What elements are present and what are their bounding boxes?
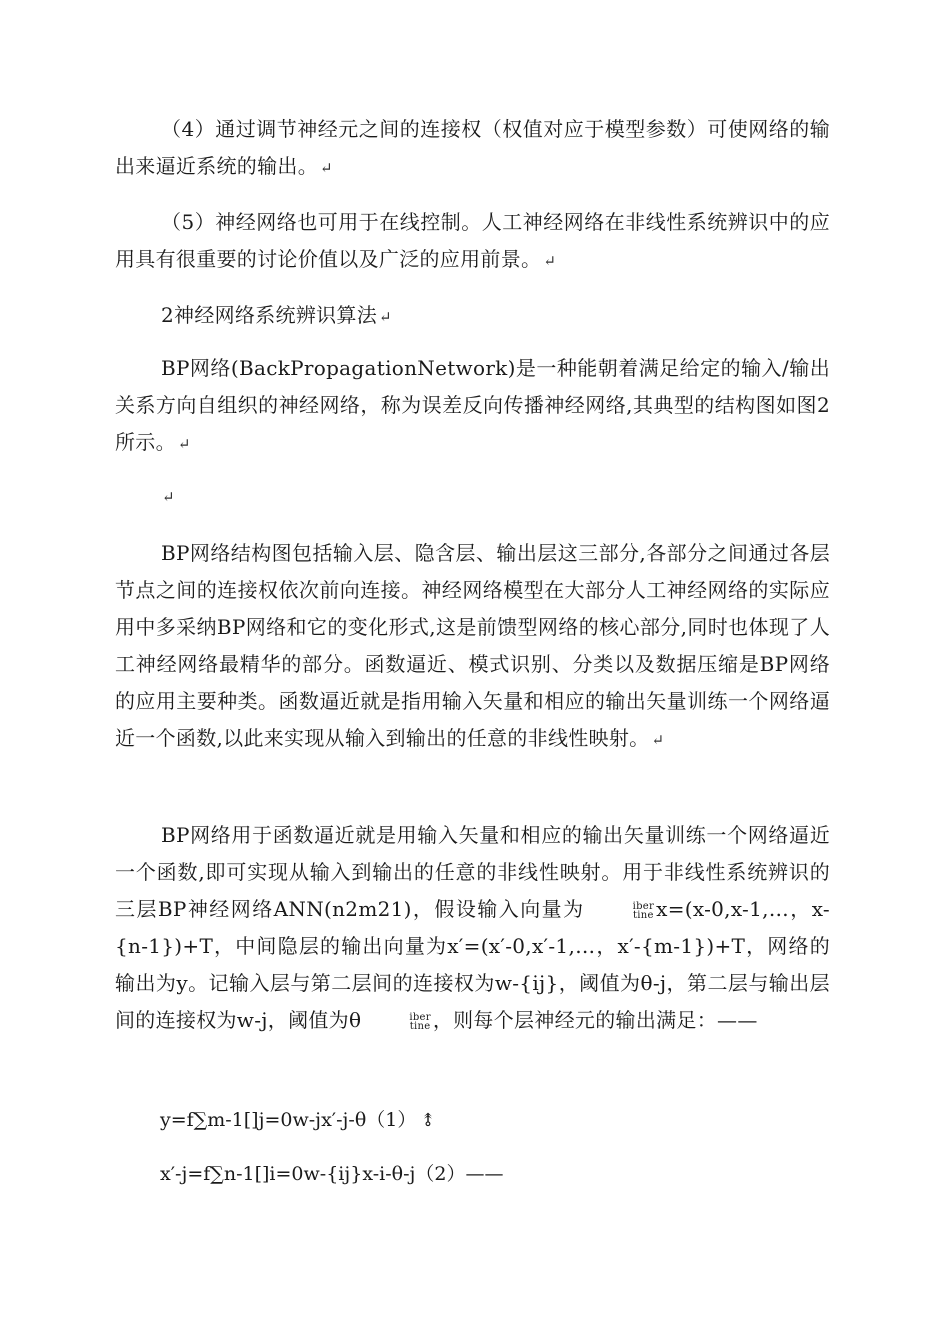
formula-2 <box>160 1159 503 1189</box>
paragraph-bp-approximation <box>115 817 830 1039</box>
inline-label <box>587 902 655 920</box>
formula-text: x′-j=f∑n-1[]i=0w-{ij}x-i-θ-j（2）—— <box>160 1163 504 1185</box>
paragraph-mark-icon: ↵ <box>320 159 332 177</box>
inline-label-bottom: tine <box>632 909 654 921</box>
inline-label-top: iber <box>632 900 655 912</box>
paragraph-text: （4）通过调节神经元之间的连接权（权值对应于模型参数）可使网络的输出来逼近系统的输出。 <box>115 117 830 178</box>
paragraph-mark-icon: ↵ <box>379 308 391 326</box>
heading-text: 2神经网络系统辨识算法 <box>161 303 378 327</box>
paragraph-mark-icon: ↵ <box>651 731 664 749</box>
paragraph-text: BP网络(BackPropagationNetwork)是一种能朝着满足给定的输入/输出关系方向自组织的神经网络，称为误差反向传播神经网络,其典型的结构图如图2所示。 <box>115 356 830 454</box>
paragraph-5 <box>115 204 830 280</box>
inline-label-bottom: tine <box>409 1020 431 1032</box>
paragraph-bp-intro <box>115 350 830 463</box>
paragraph-4 <box>115 111 830 187</box>
paragraph-mark-icon: ↵ <box>177 435 190 453</box>
paragraph-text-c: ，则每个层神经元的输出满足：—— <box>432 1008 758 1032</box>
paragraph-mark-icon: ↵ <box>543 252 555 270</box>
formula-text: y=f∑m-1[]j=0w-jx′-j-θ（1） <box>160 1109 417 1131</box>
section-heading <box>115 297 830 336</box>
paragraph-text-b: x=(x-0,x-1,…，x-{n-1})+T，中间隐层的输出向量为x′=(x′-0,x′-1,…，x′-{m-1})+T，网络的输出为y。记输入层与第二层间的连接权为w-{ij}，阈值为θ-j，第二层与输出层间的连接权为w-j，阈值为θ <box>115 897 830 1032</box>
paragraph-bp-structure <box>115 535 830 759</box>
formula-symbol-icon: ⥉ <box>420 1110 436 1131</box>
formula-1 <box>160 1105 435 1136</box>
paragraph-text: （5）神经网络也可用于在线控制。人工神经网络在非线性系统辨识中的应用具有很重要的讨论价值以及广泛的应用前景。 <box>115 210 830 271</box>
paragraph-text: BP网络结构图包括输入层、隐含层、输出层这三部分,各部分之间通过各层节点之间的连接权依次前向连接。神经网络模型在大部分人工神经网络的实际应用中多采纳BP网络和它的变化形式,这是前馈型网络的核心部分,同时也体现了人工神经网络最精华的部分。函数逼近、模式识别、分类以及数据压缩是BP网络的应用主要种类。函数逼近就是指用输入矢量和相应的输出矢量训练一个网络逼近一个函数,以此来实现从输入到输出的任意的非线性映射。 <box>115 541 830 750</box>
empty-paragraph-mark-icon: ↵ <box>162 488 174 506</box>
inline-label-top: iber <box>409 1011 431 1023</box>
inline-label <box>363 1013 431 1031</box>
paragraph-text-a: BP网络用于函数逼近就是用输入矢量和相应的输出矢量训练一个网络逼近一个函数,即可实现从输入到输出的任意的非线性映射。用于非线性系统辨识的三层BP神经网络ANN(n2m21)，假设输入向量为 <box>115 823 830 921</box>
